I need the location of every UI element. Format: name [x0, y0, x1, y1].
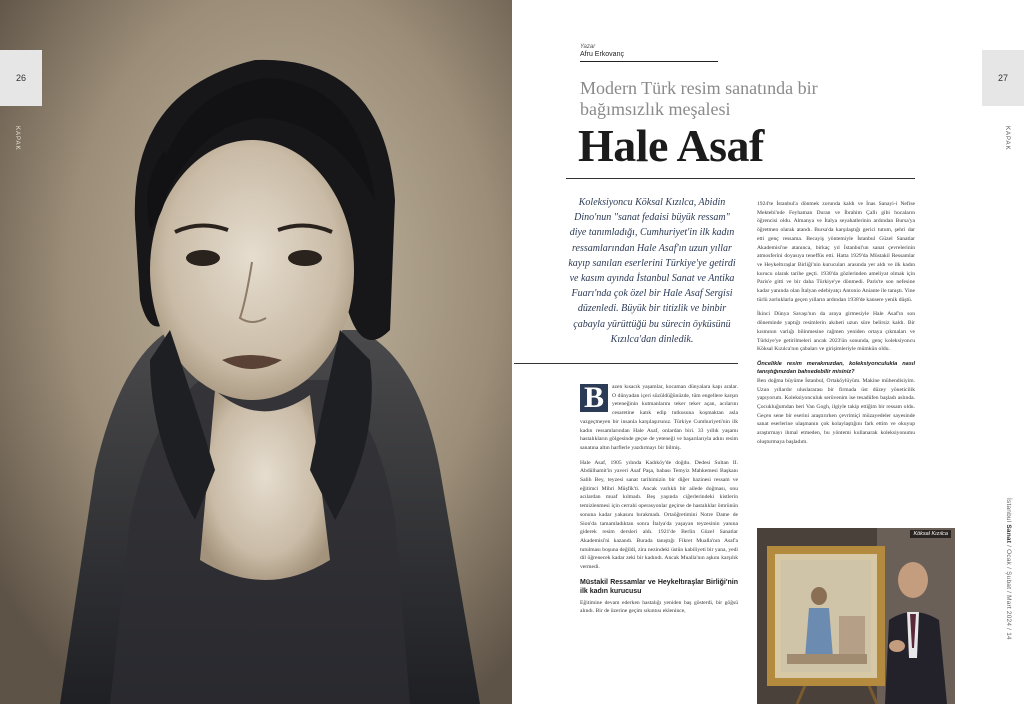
collector-photo-illustration	[757, 528, 955, 704]
author-divider	[580, 61, 718, 62]
page-footer	[1005, 498, 1012, 640]
article-title: Hale Asaf	[578, 120, 764, 171]
body-paragraph: İkinci Dünya Savaşı'nın da araya girmesiyle Hale Asaf'ın son döneminde yaptığı resimlerin akıbeti uzun süre belirsiz kaldı. Bir kısmının varlığı bilinmesine rağmen yeniden ortaya çıkmaları ve Türkiye'ye getirilmeleri ancak 2023'ün sonunda, genç koleksiyoncu Köksal Kızılca'nın çabaları ve girişimleriyle mümkün oldu.	[757, 311, 915, 353]
body-paragraph: 1924'te İstanbul'a dönmek zorunda kaldı ve İnas Sanayi-i Nefise Mektebi'nde Feyhaman Duran ve İbrahim Çallı gibi hocaların öğrencisi oldu. Almanya ve İtalya seyahatlerinin ardından Bursa'ya öğretmen olarak atandı. Bursa'da karşılaştığı gerici tutum, şehri dar etti genç ressama. Becayiş yöntemiyle İstanbul Güzel Sanatlar Akademisi'ne atanınca, birkaç yıl İstanbul'un sanat çevrelerinin atmosferini doyasıya teneffüs etti. Hatta 1929'da Müstakil Ressamlar ve Heykeltıraşlar Birliği'nin kurucuları arasında yer aldı ve ilk kadın kurucu olarak tarihe geçti. 1930'da gözlerinden ameliyat olmak için Paris'e gitti ve bir daha Türkiye'ye dönmedi. Paris'te son nefesine kadar yanında olan İtalyan edebiyatçı Antonio Aniante ile tanıştı. Yine türlü zorluklarla geçen yılların ardından 1938'de kansere yenik düştü.	[757, 201, 915, 303]
author-label: Yazar	[580, 44, 596, 50]
section-label-left: KAPAK	[14, 126, 20, 151]
title-divider	[566, 178, 915, 179]
section-label-right: KAPAK	[1004, 126, 1010, 151]
collector-photo	[757, 528, 955, 704]
article-lead: Koleksiyoncu Köksal Kızılca, Abidin Dino'nun "sanat fedaisi büyük ressam" diye tanımladığı, Cumhuriyet'in ilk kadın ressamlarından Hale Asaf'ın uzun yıllar kayıp sanılan eserlerini Türkiye'ye getirdi ve kasım ayında İstanbul Sanat ve Antika Fuarı'nda çok özel bir Hale Asaf Sergisi düzenledi. Büyük bir titizlik ve binbir çabayla yürüttüğü bu sürecin öyküsünü Kızılca'dan dinledik.	[568, 197, 736, 345]
body-column-left	[580, 380, 738, 622]
interview-question: Öncelikle resim merakınızdan, koleksiyonculukla nasıl tanıştığınızdan bahsedebilir misiniz?	[757, 360, 915, 375]
footer-magazine-bold: Sanat	[1005, 524, 1012, 544]
footer-issue: / Ocak / Şubat / Mart 2024 / 14	[1005, 543, 1012, 640]
footer-magazine: İstanbul	[1005, 498, 1012, 523]
lead-divider	[514, 363, 738, 364]
body-paragraph	[580, 380, 738, 453]
body-paragraph: Hale Asaf, 1905 yılında Kadıköy'de doğdu. Dedesi Sultan II. Abdülhamit'in yaveri Asaf Paşa, babası Temyiz Mahkemesi Başkanı Salih Bey, teyzesi sanat tarihimizin bir diğer hazinesi ressam ve eğitimci Mihri Müşfik'ti. Ancak varlıklı bir ailede doğması, onu acılardan muaf kılmadı. Beş yaşında ciğerlerindeki kistlerin temizlenmesi için cerrahi operasyonlar geçirse de hastalıklar ömrünün sonuna kadar yakasını bırakmadı. Ortaöğretimini Notre Dame de Sion'da tamamladıktan sonra İtalya'da yaşayan teyzesinin yanına giderek resim dersleri aldı. 1921'de Berlin Güzel Sanatlar Akademisi'ni kazandı. Burada tanıştığı Fikret Mualla'nın Asaf'a tutulması boşuna değildi, zira nezindeki üstün kabiliyeti bir yana, yedi dil öğrenecek kadar zeki bir kadındı. Ancak Mualla'nın aşkını karşılık vermedi.	[580, 459, 738, 571]
article-subtitle: Modern Türk resim sanatında bir bağımsızlık meşalesi	[580, 78, 818, 119]
left-page-number: 26	[0, 50, 42, 106]
section-heading: Müstakil Ressamlar ve Heykeltıraşlar Birliği'nin ilk kadın kurucusu	[580, 578, 738, 595]
body-column-right	[757, 200, 915, 453]
right-page-number: 27	[982, 50, 1024, 106]
body-paragraph-text: azen kısacık yaşamlar, kocaman dünyalara kapı aralar. O dünyadan içeri süzüldüğünüzde, tüm engellere karşın yeteneğinin kutmanlarını teker teker açan, acılarını cesaretine katık edip tutkusuna koşmaktan asla vazgeçmeyen bir insanla karşılaşırsınız. Türkiye Cumhuriyeti'nin ilk kadın ressamlarından Hale Asaf, onlardan biri. 33 yıllık yaşamı hastalıkların gölgesinde geçse de yeteneği ve başarılarıyla adını resim sanatına altın harflerle yazdırmayı bir bilmiş.	[580, 384, 738, 451]
photo-caption: Köksal Kızılca	[910, 530, 951, 538]
body-paragraph: Eğitimine devam ederken hastalığı yeniden baş gösterdi, bir göğsü alındı. Bir de üzerine geçim sıkıntısı eklenince,	[580, 599, 738, 615]
drop-cap: B	[580, 384, 608, 412]
author-name: Afru Erkovanç	[580, 51, 624, 58]
body-paragraph: Ben doğma büyüme İstanbul, Ortaköylüyüm. Makine mühendisiyim. Uzun yıllardır uluslararası bir firmada üst düzey yöneticilik yapıyorum. Koleksiyonculuk serüvenim ise tesadüfen başladı aslında. Çocukluğumdan beri Van Gogh, ilgiyle takip ettiğim bir ressam oldu. Geçen sene bir eserini araştırırken çevrimiçi müzayedeler sayesinde sanat eserlerine ulaşmanın çok kolaylaştığını fark ettim ve okuyup araştırmayı ihmal etmeden, bu yöntemi kullanarak koleksiyonumu oluşturmaya başladım.	[757, 377, 915, 445]
author-block	[580, 44, 720, 62]
